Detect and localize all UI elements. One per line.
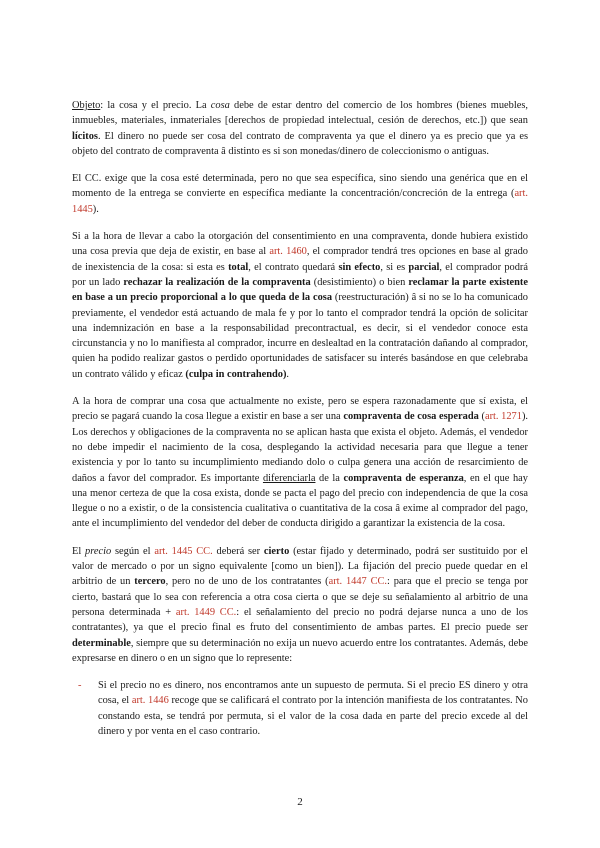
term-culpa-in-contrahendo: (culpa in contrahendo) [185, 368, 287, 380]
text: , el comprador tendrá tres opciones en base al grado de inexistencia de la cosa: si esta es [72, 246, 528, 273]
term-diferenciarla: diferenciarla [262, 472, 316, 484]
paragraph-precio [72, 544, 528, 666]
list-item [78, 678, 528, 739]
paragraph-inexistencia [72, 229, 528, 382]
term-rechazar: rechazar la realización de la compraventa [123, 276, 311, 288]
text: Si el precio no es dinero, nos encontramos ante un supuesto de permuta. Si el precio ES dinero y otra cosa, el [98, 680, 528, 707]
paragraph-cosa-esperada [72, 394, 528, 532]
text: , el contrato quedará [248, 261, 339, 273]
price-list [72, 678, 528, 739]
paragraph-cosa-determinada [72, 171, 528, 217]
article-reference-link[interactable]: art. 1446 [131, 695, 169, 707]
text: deberá ser [212, 545, 264, 557]
text: debe de estar dentro del comercio de los hombres (bienes muebles, inmuebles, materiales, inmateriales [derechos de propiedad intelectual, cesión de derechos, etc.]) que sean [72, 100, 528, 127]
dash-bullet-icon: - [78, 680, 82, 692]
text: : para que el precio se tenga por cierto, bastará que lo sea con referencia a otra cosa cierta o que se deje su señalamiento al arbitrio de una persona determinada + [72, 576, 529, 618]
article-reference-link[interactable]: art. 1449 CC. [175, 606, 237, 618]
text: . [286, 368, 290, 380]
text: ( [478, 411, 485, 423]
text: El [72, 545, 86, 557]
term-parcial: parcial [408, 261, 440, 273]
article-reference-link[interactable]: art. 1271 [484, 411, 522, 423]
text: según el [111, 545, 155, 557]
term-objeto: Objeto [72, 100, 101, 111]
article-reference-link[interactable]: art. 1445 [72, 188, 528, 215]
term-total: total [228, 261, 249, 273]
term-sin-efecto: sin efecto [338, 261, 381, 273]
article-reference-link[interactable]: art. 1460 [269, 246, 307, 258]
text: (reestructuración) â si no se lo ha comunicado previamente, el vendedor está actuando de mala fe y por lo tanto el comprador tendrá la opción de solicitar una indemnización en base a la responsabilidad precontractual, es decir, si el vendedor conoce esta circunstancia y no lo manifiesta al comprador, incurre en deslealtad en la contratación dañando al comprador, quien ha podido realizar gastos o perdido oportunidades de satisfacer su interés basándose en que celebraba un contrato válido y eficaz [72, 292, 528, 380]
text: de la [315, 472, 344, 484]
term-compraventa-cosa-esperada: compraventa de cosa esperada [343, 411, 479, 423]
term-cosa: cosa [210, 100, 230, 111]
page-body [72, 98, 528, 739]
text: , en el que hay una menor certeza de que la cosa exista, donde se pacta el pago del precio con independencia de que la cosa llegue o no a existir, o de la consistencia cualitativa o cuantitativa de la cosa â exime al comprador del pago, ante el incumplimiento del vendedor del deber de conducta dirigido a garantizar la existencia de la cosa. [72, 472, 528, 530]
text: A la hora de comprar una cosa que actualmente no existe, pero se espera razonadamente que sí exista, el precio se pagará cuando la cosa llegue a existir en base a ser una [72, 396, 528, 423]
text: : la cosa y el precio. La [100, 100, 211, 111]
paragraph-objeto [72, 98, 528, 159]
text: . El dinero no puede ser cosa del contrato de compraventa ya que el dinero ya es precio que ya es objeto del contrato de compraventa â distinto es si son monedas/dinero de coleccionismo o antiguas. [72, 130, 528, 157]
term-cierto: cierto [263, 545, 290, 557]
term-tercero: tercero [134, 576, 166, 588]
text: ). Los derechos y obligaciones de la compraventa no se aplican hasta que exista el objeto. Además, el vendedor no debe impedir el nacimiento de la cosa, desplegando la actividad necesaria para que llegue a tener existencia y por lo tanto su incumplimiento mediando dolo o culpa genera una acción de resarcimiento de daños a favor del comprador. Es importante [72, 411, 529, 484]
text: Si a la hora de llevar a cabo la otorgación del consentimiento en una compraventa, donde hubiera existido una cosa previa que deja de existir, en base al [72, 231, 528, 258]
term-reclamar: reclamar la parte existente en base a un precio proporcional a lo que queda de la cosa [72, 276, 528, 304]
text: (estar fijado y determinado, podrá ser sustituido por el valor de mercado o por un signo equivalente [como un bien]). La fijación del precio puede quedar en el arbitrio de un [72, 545, 528, 588]
text: : el señalamiento del precio no podrá dejarse nunca a uno de los contratantes), ya que el precio final es fruto del consentimiento de ambas partes. El precio puede ser [72, 606, 528, 634]
text: ). [92, 203, 99, 215]
text: , el comprador podrá por un lado [72, 261, 529, 288]
article-reference-link[interactable]: art. 1447 CC. [328, 576, 388, 588]
text: (desistimiento) o bien [310, 276, 409, 288]
page-number: 2 [297, 796, 303, 808]
text: , si es [380, 261, 409, 273]
term-determinable: determinable [72, 637, 131, 649]
term-licitos: lícitos [72, 130, 98, 142]
article-reference-link[interactable]: art. 1445 CC. [154, 545, 213, 557]
text: recoge que se calificará el contrato por la intención manifiesta de los contratantes. No constando esta, se tendrá por permuta, si el valor de la cosa dada en parte del precio excede al del dinero y por venta en el caso contrario. [98, 695, 528, 737]
text: , pero no de uno de los contratantes ( [165, 576, 329, 588]
text: El CC. exige que la cosa esté determinada, pero no que sea específica, sino siendo una genérica que en el momento de la entrega se convierte en específica mediante la concentración/concreción de la entrega ( [72, 173, 528, 200]
term-compraventa-esperanza: compraventa de esperanza [343, 472, 464, 484]
text: , siempre que su determinación no exija un nuevo acuerdo entre los contratantes. Además, debe expresarse en dinero o en un signo que lo represente: [72, 637, 528, 664]
term-precio: precio [85, 545, 112, 557]
